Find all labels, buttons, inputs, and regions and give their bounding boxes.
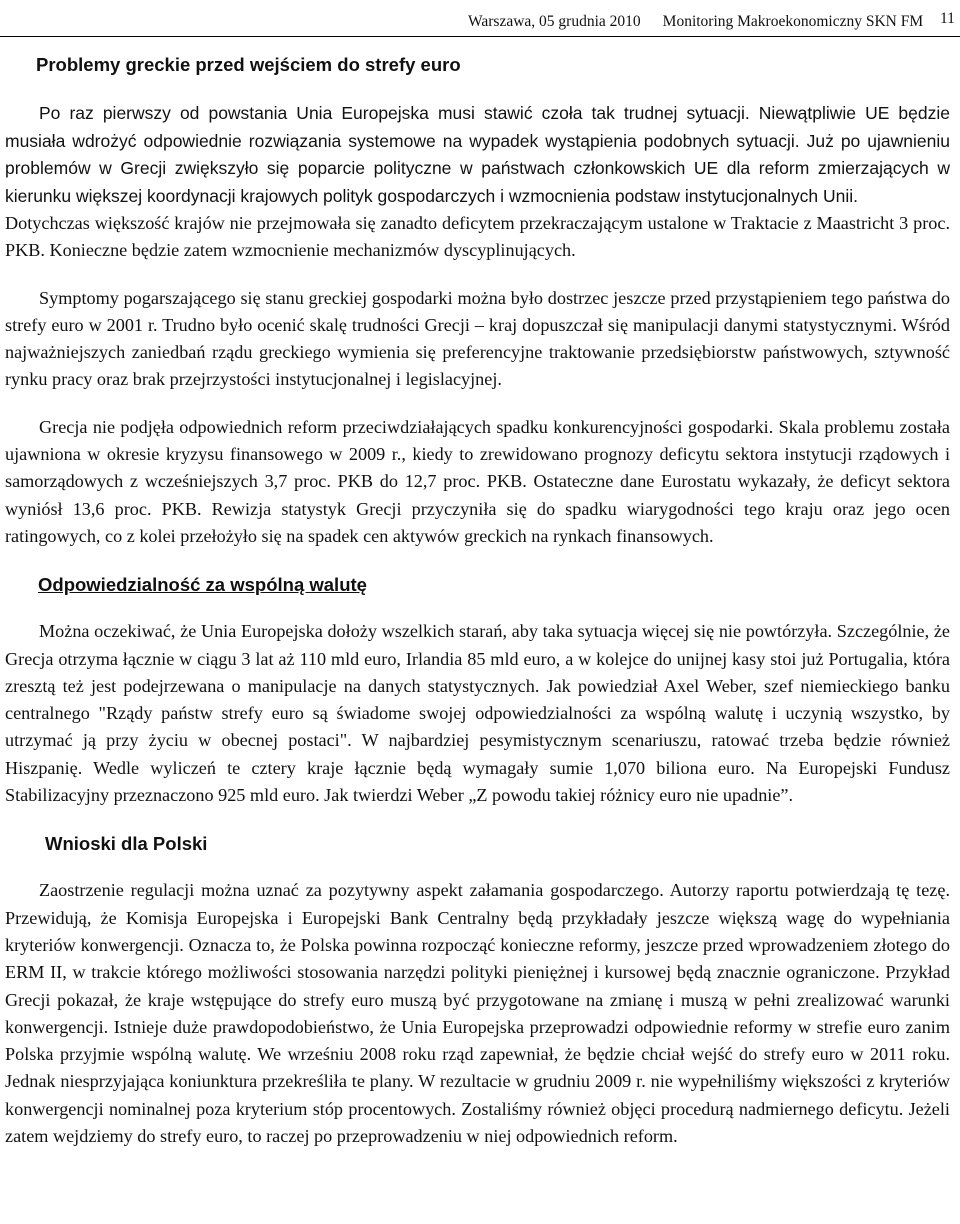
page-number: 11 — [940, 10, 955, 27]
header-publication: Monitoring Makroekonomiczny SKN FM — [662, 13, 924, 30]
header-place-date: Warszawa, 05 grudnia 2010 — [468, 13, 641, 30]
header-text — [468, 13, 923, 31]
page-header — [0, 10, 960, 36]
section-heading-conclusions: Wnioski dla Polski — [45, 833, 208, 855]
paragraph-deficit: Dotychczas większość krajów nie przejmowała się zanadto deficytem przekraczającym ustalone w Traktacie z Maastricht 3 proc. PKB. Konieczne będzie zatem wzmocnienie mechanizmów dyscyplinujących. — [5, 213, 950, 261]
paragraph-reforms: Grecja nie podjęła odpowiednich reform przeciwdziałających spadku konkurencyjności gospodarki. Skala problemu została ujawniona w okresie kryzysu finansowego w 2009 r., kiedy to zrewidowano prognozy deficytu sektora instytucji rządowych i samorządowych z wcześniejszych 3,7 proc. PKB do 12,7 proc. PKB. Ostateczne dane Eurostatu wykazały, że deficyt sektora wyniósł 13,6 proc. PKB. Rewizja statystyk Grecji przyczyniła się do spadku wiarygodności tego kraju oraz jego ocen ratingowych, co z kolei przełożyło się na spadek cen aktywów greckich na rynkach finansowych. — [5, 416, 950, 546]
paragraph-responsibility: Można oczekiwać, że Unia Europejska dołoży wszelkich starań, aby taka sytuacja więcej się nie powtórzyła. Szczególnie, że Grecja otrzyma łącznie w ciągu 3 lat aż 110 mld euro, Irlandia 85 mld euro, a w kolejce do unijnej kasy stoi już Portugalia, która zresztą też jest podejrzewana o manipulacje na danych statystycznych. Jak powiedział Axel Weber, szef niemieckiego banku centralnego "Rządy państw strefy euro są świadome swojej odpowiedzialności za wspólną walutę i uczynią wszystko, by utrzymać ją przy życiu w obecnej postaci". W najbardziej pesymistycznym scenariuszu, ratować trzeba będzie również Hiszpanię. Wedle wyliczeń te cztery kraje łącznie będą wymagały sumie 1,070 biliona euro. Na Europejski Fundusz Stabilizacyjny przeznaczono 925 mld euro. Jak twierdzi Weber „Z powodu takiej różnicy euro nie upadnie”. — [5, 621, 950, 806]
paragraph-conclusions: Zaostrzenie regulacji można uznać za pozytywny aspekt załamania gospodarczego. Autorzy raportu potwierdzają tę tezę. Przewidują, że Komisja Europejska i Europejski Bank Centralny będą przykładały jeszcze większą wagę do wypełniania kryteriów konwergencji. Oznacza to, że Polska powinna rozpocząć konieczne reformy, jeszcze przed wprowadzeniem złotego do ERM II, w trakcie którego możliwości stosowania narzędzi polityki pieniężnej i kursowej będą znacznie ograniczone. Przykład Grecji pokazał, że kraje wstępujące do strefy euro muszą być przygotowane na zmianę i muszą w pełni zrealizować warunki konwergencji. Istnieje duże prawdopodobieństwo, że Unia Europejska przeprowadzi odpowiednie reformy w strefie euro zanim Polska przyjmie wspólną walutę. We wrześniu 2008 roku rząd zapewniał, że będzie chciał wejść do strefy euro w 2011 roku. Jednak niesprzyjająca koniunktura przekreśliła te plany. W rezultacie w grudniu 2009 r. nie wypełniliśmy większości z kryteriów konwergencji nominalnej poza kryterium stóp procentowych. Zostaliśmy również objęci procedurą nadmiernego deficytu. Jeżeli zatem wejdziemy do strefy euro, to raczej po przeprowadzeniu w niej odpowiednich reform. — [5, 880, 950, 1147]
section-heading-greek-problems: Problemy greckie przed wejściem do strefy euro — [36, 54, 461, 75]
paragraph-symptoms: Symptomy pogarszającego się stanu greckiej gospodarki można było dostrzec jeszcze przed przystąpieniem tego państwa do strefy euro w 2001 r. Trudno było ocenić skalę trudności Grecji – kraj dopuszczał się manipulacji danymi statystycznymi. Wśród najważniejszych zaniedbań rządu greckiego wymienia się preferencyjne traktowanie przedsiębiorstw państwowych, sztywność rynku pracy oraz brak przejrzystości instytucjonalnej i legislacyjnej. — [5, 287, 950, 390]
paragraph-intro: Po raz pierwszy od powstania Unia Europejska musi stawić czoła tak trudnej sytuacji. Niewątpliwie UE będzie musiała wdrożyć odpowiednie rozwiązania systemowe na wypadek wystąpienia podobnych sytuacji. Już po ujawnieniu problemów w Grecji zwiększyło się poparcie polityczne w państwach członkowskich UE dla reform zmierzających w kierunku większej koordynacji krajowych polityk gospodarczych i wzmocnienia podstaw instytucjonalnych Unii. — [5, 103, 950, 206]
section-heading-responsibility: Odpowiedzialność za wspólną walutę — [38, 574, 367, 596]
article-body — [5, 52, 950, 1150]
header-rule — [0, 36, 960, 37]
